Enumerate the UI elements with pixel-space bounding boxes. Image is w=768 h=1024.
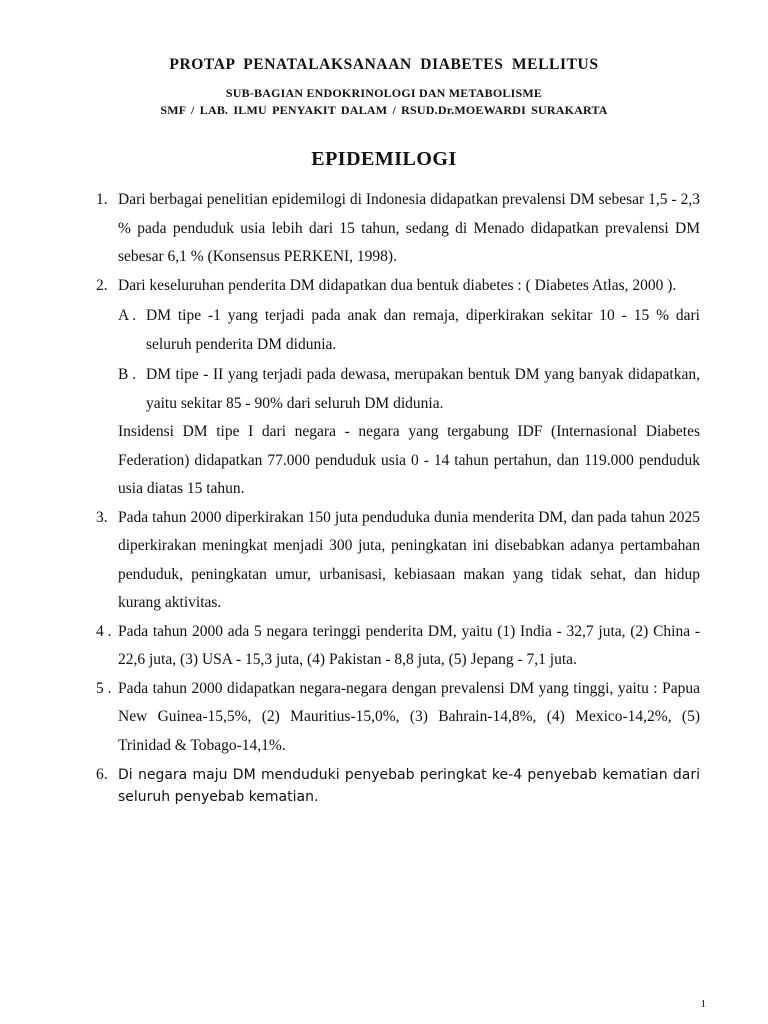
list-item-1: [96, 186, 700, 272]
page-number: 1: [700, 998, 706, 1010]
sub-item-label: B .: [118, 366, 137, 383]
item-number: 4 .: [96, 622, 112, 640]
item-number: 5 .: [96, 679, 112, 697]
list-item-6: [96, 764, 700, 808]
item-number: 2.: [96, 276, 108, 294]
sub-item-a: [118, 302, 700, 359]
item-text: Pada tahun 2000 ada 5 negara teringgi penderita DM, yaitu (1) India - 32,7 juta, (2) China - 22,6 juta, (3) USA - 15,3 juta, (4) Pakistan - 8,8 juta, (5) Jepang - 7,1 juta.: [118, 622, 700, 668]
item-text: Dari keseluruhan penderita DM didapatkan dua bentuk diabetes : ( Diabetes Atlas, 2000 ).: [118, 276, 677, 294]
sub-item-text: DM tipe -1 yang terjadi pada anak dan remaja, diperkirakan sekitar 10 - 15 % dari seluruh penderita DM didunia.: [146, 307, 700, 353]
list-item-5: [96, 675, 700, 761]
section-title: EPIDEMILOGI: [311, 148, 457, 170]
department-line: SUB-BAGIAN ENDOKRINOLOGI DAN METABOLISME: [225, 86, 543, 100]
item-number: 1.: [96, 191, 108, 208]
item-number: 6.: [96, 766, 108, 783]
item-text: Di negara maju DM menduduki penyebab peringkat ke-4 penyebab kematian dari seluruh penyebab kematian.: [118, 767, 700, 805]
sub-item-label: A .: [118, 307, 137, 324]
epidemiology-list: [96, 186, 700, 808]
item-number: 3.: [96, 508, 108, 526]
sub-item-text: DM tipe - II yang terjadi pada dewasa, merupakan bentuk DM yang banyak didapatkan, yaitu sekitar 85 - 90% dari seluruh DM didunia.: [146, 366, 700, 412]
sub-item-b: [118, 361, 700, 418]
incidence-note: Insidensi DM tipe I dari negara - negara yang tergabung IDF (Internasional Diabetes Federation) didapatkan 77.000 penduduk usia 0 - 14 tahun pertahun, dan 119.000 penduduk usia diatas 15 tahun.: [118, 423, 700, 497]
item-text: Pada tahun 2000 diperkirakan 150 juta penduduka dunia menderita DM, dan pada tahun 2025 diperkirakan meningkat menjadi 300 juta, peningkatan ini disebabkan adanya pertambahan penduduk, peningkatan umur, urbanisasi, kebiasaan makan yang tidak sehat, dan hidup kurang aktivitas.: [118, 508, 700, 611]
institution-line: SMF / LAB. ILMU PENYAKIT DALAM / RSUD.Dr.MOEWARDI SURAKARTA: [160, 103, 608, 117]
list-item-3: [96, 504, 700, 618]
list-item-2: [96, 272, 700, 504]
list-item-4: [96, 618, 700, 675]
item-text: Dari berbagai penelitian epidemilogi di Indonesia didapatkan prevalensi DM sebesar 1,5 - 2,3 % pada penduduk usia lebih dari 15 tahun, sedang di Menado didapatkan prevalensi DM sebesar 6,1 % (Konsensus PERKENI, 1998).: [118, 191, 700, 265]
document-title: PROTAP PENATALAKSANAAN DIABETES MELLITUS: [169, 56, 599, 73]
item-text: Pada tahun 2000 didapatkan negara-negara dengan prevalensi DM yang tinggi, yaitu : Papua New Guinea-15,5%, (2) Mauritius-15,0%, (3) Bahrain-14,8%, (4) Mexico-14,2%, (5) Trinidad & Tobago-14,1%.: [118, 679, 700, 754]
